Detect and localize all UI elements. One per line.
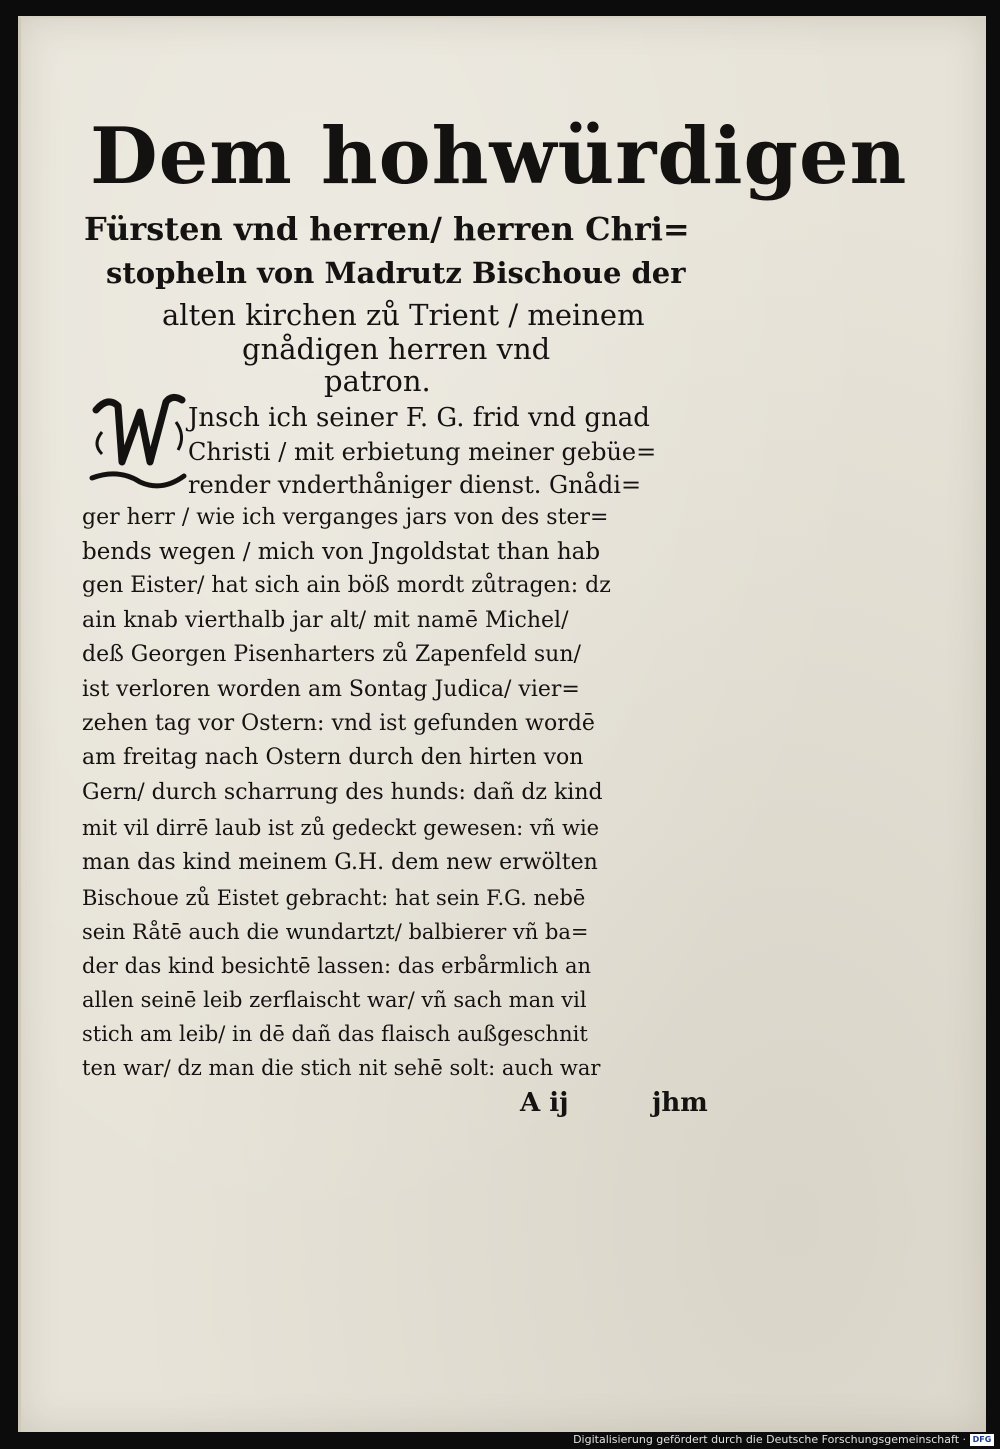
address-line-1: Fürsten vnd herren/ herren Chri= xyxy=(84,210,690,248)
ornamental-initial xyxy=(88,392,188,500)
address-line-3: alten kirchen zů Trient / meinem xyxy=(162,298,645,332)
body-line-4: ger herr / wie ich verganges jars von des ster= xyxy=(82,505,609,530)
body-line-15: Bischoue zů Eistet gebracht: hat sein F.G. nebē xyxy=(82,886,586,910)
body-line-16: sein Råtē auch die wundartzt/ balbierer vñ ba= xyxy=(82,920,589,944)
body-line-6: gen Eister/ hat sich ain böß mordt zůtragen: dz xyxy=(82,573,611,598)
body-line-14: man das kind meinem G.H. dem new erwölten xyxy=(82,850,598,875)
address-line-4: gnådigen herren vnd xyxy=(242,332,551,366)
body-line-3: render vnderthåniger dienst. Gnådi= xyxy=(188,471,642,499)
dropcap-letter: W xyxy=(129,453,147,472)
body-line-1: Jnsch ich seiner F. G. frid vnd gnad xyxy=(188,403,650,433)
body-line-19: stich am leib/ in dē dañ das flaisch außgeschnit xyxy=(82,1022,588,1046)
body-line-5: bends wegen / mich von Jngoldstat than hab xyxy=(82,539,601,565)
dfg-logo-icon: DFG xyxy=(970,1434,994,1446)
body-line-13: mit vil dirrē laub ist zů gedeckt gewesen: vñ wie xyxy=(82,816,600,840)
body-line-17: der das kind besichtē lassen: das erbårmlich an xyxy=(82,954,592,978)
signature-mark: A ij xyxy=(520,1088,569,1118)
body-line-10: zehen tag vor Ostern: vnd ist gefunden wordē xyxy=(82,711,595,736)
body-line-20: ten war/ dz man die stich nit sehē solt: auch war xyxy=(82,1056,601,1080)
body-line-12: Gern/ durch scharrung des hunds: dañ dz kind xyxy=(82,780,603,805)
address-line-2: stopheln von Madrutz Bischoue der xyxy=(106,256,686,290)
funding-notice: Digitalisierung gefördert durch die Deutsche Forschungsgemeinschaft · xyxy=(573,1433,966,1446)
body-line-18: allen seinē leib zerflaischt war/ vñ sach man vil xyxy=(82,988,587,1012)
address-line-5: patron. xyxy=(324,364,431,398)
body-line-9: ist verloren worden am Sontag Judica/ vier= xyxy=(82,677,580,702)
body-line-2: Christi / mit erbietung meiner gebüe= xyxy=(188,438,657,466)
body-line-11: am freitag nach Ostern durch den hirten von xyxy=(82,745,584,770)
catchword: jhm xyxy=(652,1088,708,1118)
page-title: Dem hohwürdigen xyxy=(90,111,908,202)
body-line-8: deß Georgen Pisenharters zů Zapenfeld sun/ xyxy=(82,642,581,667)
body-line-7: ain knab vierthalb jar alt/ mit namē Michel/ xyxy=(82,608,569,633)
